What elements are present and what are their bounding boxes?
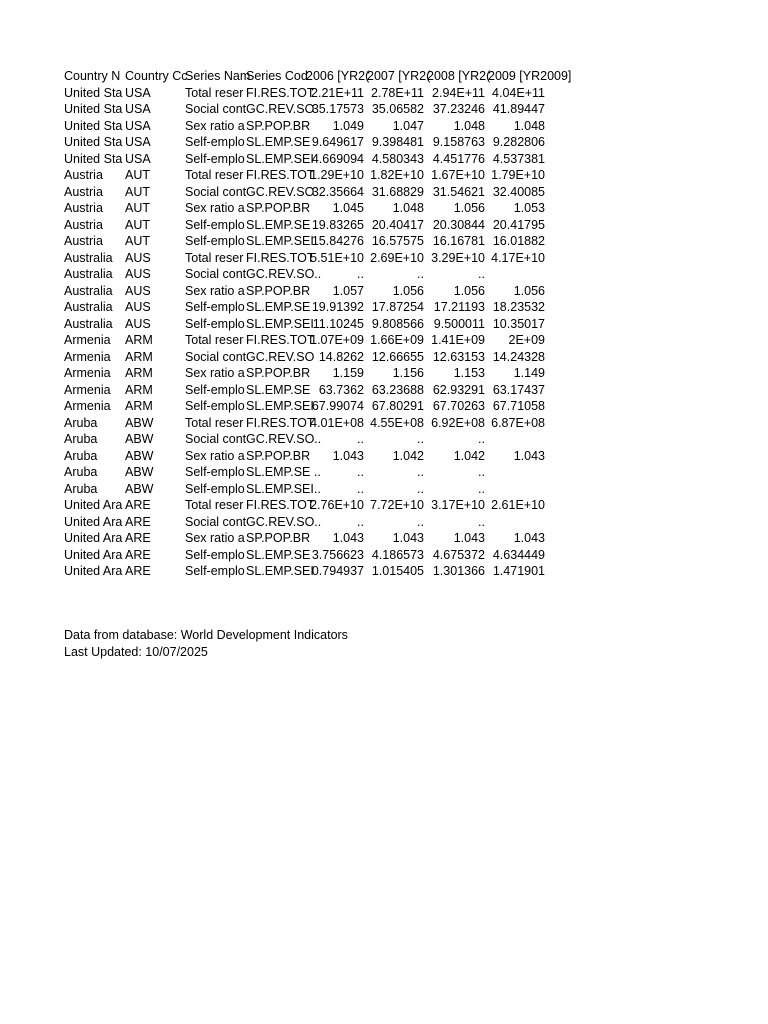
table-cell: GC.REV.SO.. <box>246 267 322 281</box>
table-cell: 31.54621 <box>432 184 485 199</box>
table-cell: SP.POP.BR <box>246 283 311 298</box>
table-cell: SL.EMP.SEI <box>246 564 314 578</box>
table-cell: 1.056 <box>513 283 545 298</box>
table-cell: 1.057 <box>332 283 364 298</box>
table-cell: 4.537381 <box>492 151 545 166</box>
table-cell: 1.159 <box>332 366 364 380</box>
table-cell: 1.79E+10 <box>491 168 545 182</box>
table-cell: 9.500011 <box>433 316 485 331</box>
table-cell: .. <box>417 465 424 479</box>
table-cell: ARE <box>125 564 151 578</box>
table-cell: GC.REV.SO <box>246 184 315 199</box>
table-cell: Aruba <box>64 448 98 463</box>
table-cell: Armenia <box>64 399 111 413</box>
table-cell: 4.55E+08 <box>370 415 424 430</box>
table-cell: Armenia <box>64 382 111 397</box>
table-cell: AUT <box>125 168 150 182</box>
table-cell: 19.83265 <box>311 217 364 232</box>
table-cell: 1.049 <box>332 118 364 133</box>
table-cell: ABW <box>125 481 154 496</box>
table-cell: 0.794937 <box>311 564 364 578</box>
table-cell: 3.756623 <box>311 547 364 562</box>
table-cell: Austria <box>64 201 103 215</box>
table-cell: ARM <box>125 349 153 364</box>
table-cell: 3.29E+10 <box>431 250 485 265</box>
table-cell: 1.67E+10 <box>431 168 485 182</box>
table-cell: SL.EMP.SEI <box>246 399 314 413</box>
table-cell: FI.RES.TOT <box>246 333 315 347</box>
table-cell: 4.01E+08 <box>310 415 364 430</box>
table-cell: Total reser <box>185 250 244 265</box>
table-cell: 9.398481 <box>371 135 424 149</box>
table-cell: 4.669094 <box>311 151 364 166</box>
table-cell: ARE <box>125 498 151 512</box>
table-cell: Sex ratio a <box>185 118 245 133</box>
table-cell: 9.158763 <box>432 135 485 149</box>
table-cell: AUS <box>125 300 151 314</box>
table-cell: 15.84276 <box>311 234 364 248</box>
table-cell: Austria <box>64 234 103 248</box>
table-cell: ABW <box>125 465 154 479</box>
table-cell: 1.047 <box>392 118 424 133</box>
table-cell: 35.06582 <box>371 102 424 116</box>
table-cell: SL.EMP.SE <box>246 547 311 562</box>
table-cell: 2E+09 <box>508 333 545 347</box>
table-cell: AUS <box>125 283 151 298</box>
table-cell: 1.29E+10 <box>310 168 364 182</box>
table-cell: 10.35017 <box>492 316 545 331</box>
table-cell: Social cont <box>185 267 247 281</box>
header-2007: 2007 [YR2( <box>367 69 431 83</box>
table-cell: 1.66E+09 <box>370 333 424 347</box>
table-cell: 37.23246 <box>432 102 485 116</box>
table-cell: 6.92E+08 <box>431 415 485 430</box>
table-cell: 4.580343 <box>371 151 424 166</box>
table-cell: 1.053 <box>513 201 545 215</box>
footer-notes <box>64 627 348 660</box>
table-cell: 16.16781 <box>432 234 485 248</box>
table-cell: .. <box>478 465 485 479</box>
table-cell: Self-emplo <box>185 316 245 331</box>
table-cell: 1.056 <box>453 283 485 298</box>
table-cell: Sex ratio a <box>185 448 245 463</box>
table-cell: 1.149 <box>513 366 545 380</box>
table-cell: FI.RES.TOT <box>246 498 315 512</box>
table-cell: Self-emplo <box>185 382 245 397</box>
table-cell: 6.87E+08 <box>491 415 545 430</box>
table-cell: AUS <box>125 316 151 331</box>
table-cell: USA <box>125 102 151 116</box>
table-cell: ARM <box>125 366 153 380</box>
table-cell: 3.17E+10 <box>431 498 485 512</box>
table-cell: 1.042 <box>453 448 485 463</box>
table-cell: 1.043 <box>453 531 485 545</box>
table-cell: United Sta <box>64 118 123 133</box>
table-cell: 1.056 <box>453 201 485 215</box>
table-cell: 14.8262 <box>318 349 364 364</box>
table-cell: Sex ratio a <box>185 366 245 380</box>
table-cell: ARM <box>125 333 153 347</box>
header-series-name: Series Nam <box>185 69 251 83</box>
table-cell: 20.30844 <box>432 217 485 232</box>
table-cell: 16.01882 <box>492 234 545 248</box>
table-cell: 1.015405 <box>371 564 424 578</box>
table-cell: FI.RES.TOT <box>246 168 315 182</box>
table-cell: 1.07E+09 <box>310 333 364 347</box>
table-cell: USA <box>125 151 151 166</box>
table-cell: USA <box>125 135 151 149</box>
table-cell: 14.24328 <box>492 349 545 364</box>
table-cell: SP.POP.BR <box>246 366 311 380</box>
table-cell: SP.POP.BR <box>246 201 311 215</box>
table-cell: United Sta <box>64 135 123 149</box>
table-cell: 63.17437 <box>492 382 545 397</box>
table-cell: SP.POP.BR <box>246 448 311 463</box>
table-cell: 67.70263 <box>432 399 485 413</box>
table-cell: SL.EMP.SEI.. <box>246 481 321 496</box>
table-cell: SL.EMP.SE .. <box>246 465 321 479</box>
table-cell: Austria <box>64 217 103 232</box>
table-cell: SP.POP.BR <box>246 118 311 133</box>
table-cell: Total reser <box>185 498 244 512</box>
table-cell: 1.043 <box>513 531 545 545</box>
table-cell: ARE <box>125 531 151 545</box>
table-cell: 1.301366 <box>432 564 485 578</box>
table-cell: Self-emplo <box>185 151 245 166</box>
table-cell: ABW <box>125 415 154 430</box>
header-2009: 2009 [YR2009] <box>488 69 572 83</box>
table-cell: 4.675372 <box>432 547 485 562</box>
table-cell: Social cont <box>185 432 247 446</box>
table-cell: 9.282806 <box>492 135 545 149</box>
table-cell: 1.042 <box>392 448 424 463</box>
table-cell: GC.REV.SO <box>246 349 315 364</box>
table-cell: Total reser <box>185 415 244 430</box>
table-cell: .. <box>357 267 364 281</box>
table-cell: Social cont <box>185 514 247 529</box>
table-cell: Aruba <box>64 432 98 446</box>
table-cell: 62.93291 <box>432 382 485 397</box>
table-cell: Social cont <box>185 184 247 199</box>
table-cell: 31.68829 <box>371 184 424 199</box>
table-cell: AUT <box>125 217 150 232</box>
table-cell: 2.94E+11 <box>432 85 485 100</box>
table-cell: Australia <box>64 250 113 265</box>
table-cell: .. <box>357 465 364 479</box>
table-cell: ABW <box>125 432 154 446</box>
table-cell: .. <box>357 432 364 446</box>
table-cell: Australia <box>64 316 113 331</box>
table-cell: ARE <box>125 547 151 562</box>
header-country-name: Country N <box>64 69 121 83</box>
table-cell: .. <box>478 514 485 529</box>
table-cell: United Sta <box>64 85 123 100</box>
table-cell: USA <box>125 118 151 133</box>
table-cell: Austria <box>64 168 103 182</box>
table-cell: Armenia <box>64 349 111 364</box>
table-cell: 11.10245 <box>312 316 364 331</box>
table-cell: 2.78E+11 <box>371 85 424 100</box>
header-2008: 2008 [YR2( <box>427 69 491 83</box>
table-cell: AUS <box>125 250 151 265</box>
table-cell: 1.156 <box>392 366 424 380</box>
table-cell: Armenia <box>64 366 111 380</box>
table-cell: Social cont <box>185 102 247 116</box>
table-cell: 1.043 <box>332 448 364 463</box>
table-cell: 1.048 <box>453 118 485 133</box>
table-cell: 2.61E+10 <box>491 498 545 512</box>
table-cell: 1.043 <box>392 531 424 545</box>
table-cell: .. <box>478 432 485 446</box>
table-cell: Self-emplo <box>185 300 245 314</box>
table-cell: 12.66655 <box>371 349 424 364</box>
table-cell: United Sta <box>64 151 123 166</box>
table-cell: 20.41795 <box>492 217 545 232</box>
table-cell: .. <box>417 514 424 529</box>
table-cell: Sex ratio a <box>185 201 245 215</box>
table-cell: 35.17573 <box>311 102 364 116</box>
table-cell: Aruba <box>64 415 98 430</box>
table-cell: 1.048 <box>392 201 424 215</box>
table-cell: 20.40417 <box>371 217 424 232</box>
table-cell: .. <box>417 267 424 281</box>
table-cell: Austria <box>64 184 103 199</box>
table-cell: .. <box>417 481 424 496</box>
table-cell: 4.451776 <box>432 151 485 166</box>
table-cell: Self-emplo <box>185 234 245 248</box>
table-cell: 32.40085 <box>492 184 545 199</box>
header-2006: 2006 [YR2( <box>306 69 370 83</box>
table-cell: 1.056 <box>392 283 424 298</box>
table-cell: 7.72E+10 <box>370 498 424 512</box>
table-cell: Aruba <box>64 465 98 479</box>
table-cell: SP.POP.BR <box>246 531 311 545</box>
table-cell: .. <box>478 267 485 281</box>
table-cell: ARE <box>125 514 151 529</box>
table-cell: SL.EMP.SEI <box>246 234 314 248</box>
table-cell: FI.RES.TOT <box>246 85 315 100</box>
table-cell: Social cont <box>185 349 247 364</box>
table-cell: Aruba <box>64 481 98 496</box>
table-cell: United Ara <box>64 564 123 578</box>
table-cell: 67.71058 <box>492 399 545 413</box>
table-cell: United Ara <box>64 514 123 529</box>
table-cell: 1.41E+09 <box>431 333 485 347</box>
table-cell: 12.63153 <box>432 349 485 364</box>
table-cell: 9.649617 <box>311 135 364 149</box>
table-cell: United Ara <box>64 547 123 562</box>
table-cell: AUT <box>125 201 150 215</box>
table-cell: SL.EMP.SEI <box>246 151 314 166</box>
table-cell: United Sta <box>64 102 123 116</box>
table-cell: 1.82E+10 <box>370 168 424 182</box>
table-cell: Total reser <box>185 333 244 347</box>
last-updated-note: Last Updated: 10/07/2025 <box>64 644 208 659</box>
table-cell: FI.RES.TOT <box>246 415 315 430</box>
table-cell: 41.89447 <box>492 102 545 116</box>
table-cell: 4.634449 <box>492 547 545 562</box>
table-cell: Total reser <box>185 85 244 100</box>
table-cell: United Ara <box>64 531 123 545</box>
table-cell: Total reser <box>185 168 244 182</box>
table-cell: 63.23688 <box>371 382 424 397</box>
table-cell: AUS <box>125 267 151 281</box>
table-cell: Self-emplo <box>185 135 245 149</box>
table-cell: .. <box>478 481 485 496</box>
table-cell: SL.EMP.SE <box>246 300 311 314</box>
source-note: Data from database: World Development Indicators <box>64 628 348 642</box>
table-cell: AUT <box>125 234 150 248</box>
table-cell: FI.RES.TOT <box>246 250 315 265</box>
table-cell: Sex ratio a <box>185 283 245 298</box>
table-cell: 17.87254 <box>371 300 424 314</box>
table-cell: Armenia <box>64 333 111 347</box>
table-cell: GC.REV.SO.. <box>246 432 322 446</box>
table-cell: Australia <box>64 283 113 298</box>
table-cell: 67.80291 <box>371 399 424 413</box>
table-cell: 67.99074 <box>311 399 364 413</box>
table-cell: USA <box>125 85 151 100</box>
table-cell: 18.23532 <box>492 300 545 314</box>
table-cell: SL.EMP.SEI <box>246 316 314 331</box>
table-cell: Self-emplo <box>185 399 245 413</box>
table-cell: Self-emplo <box>185 481 245 496</box>
table-cell: 1.153 <box>453 366 485 380</box>
table-cell: ARM <box>125 382 153 397</box>
table-cell: Australia <box>64 267 113 281</box>
table-cell: 1.048 <box>513 118 545 133</box>
table-cell: 17.21193 <box>433 300 485 314</box>
table-cell: 2.21E+11 <box>311 85 364 100</box>
table-cell: 1.471901 <box>492 564 545 578</box>
table-cell: 19.91392 <box>311 300 364 314</box>
table-cell: 1.043 <box>332 531 364 545</box>
table-cell: 4.186573 <box>371 547 424 562</box>
table-cell: 5.51E+10 <box>310 250 364 265</box>
table-cell: Self-emplo <box>185 217 245 232</box>
table-cell: SL.EMP.SE <box>246 217 311 232</box>
table-cell: SL.EMP.SE <box>246 382 311 397</box>
table-cell: 1.043 <box>513 448 545 463</box>
table-cell: ABW <box>125 448 154 463</box>
table-cell: 9.808566 <box>371 316 424 331</box>
table-cell: SL.EMP.SE <box>246 135 311 149</box>
table-cell: Australia <box>64 300 113 314</box>
table-cell: Self-emplo <box>185 547 245 562</box>
table-cell: 1.045 <box>332 201 364 215</box>
table-cell: Self-emplo <box>185 465 245 479</box>
table-cell: AUT <box>125 184 150 199</box>
table-cell: GC.REV.SO.. <box>246 514 322 529</box>
table-cell: 2.76E+10 <box>310 498 364 512</box>
header-country-code: Country Cc <box>125 69 188 83</box>
table-cell: GC.REV.SO <box>246 102 315 116</box>
table-cell: 2.69E+10 <box>370 250 424 265</box>
table-cell: United Ara <box>64 498 123 512</box>
table-cell: ARM <box>125 399 153 413</box>
table-cell: 32.35664 <box>311 184 364 199</box>
table-cell: Sex ratio a <box>185 531 245 545</box>
table-cell: .. <box>357 481 364 496</box>
table-cell: 63.7362 <box>318 382 364 397</box>
table-cell: 4.17E+10 <box>491 250 545 265</box>
table-cell: Self-emplo <box>185 564 245 578</box>
table-cell: 16.57575 <box>371 234 424 248</box>
table-cell: 4.04E+11 <box>492 85 545 100</box>
table-cell: .. <box>417 432 424 446</box>
table-cell: .. <box>357 514 364 529</box>
header-series-code: Series Cod <box>246 69 308 83</box>
